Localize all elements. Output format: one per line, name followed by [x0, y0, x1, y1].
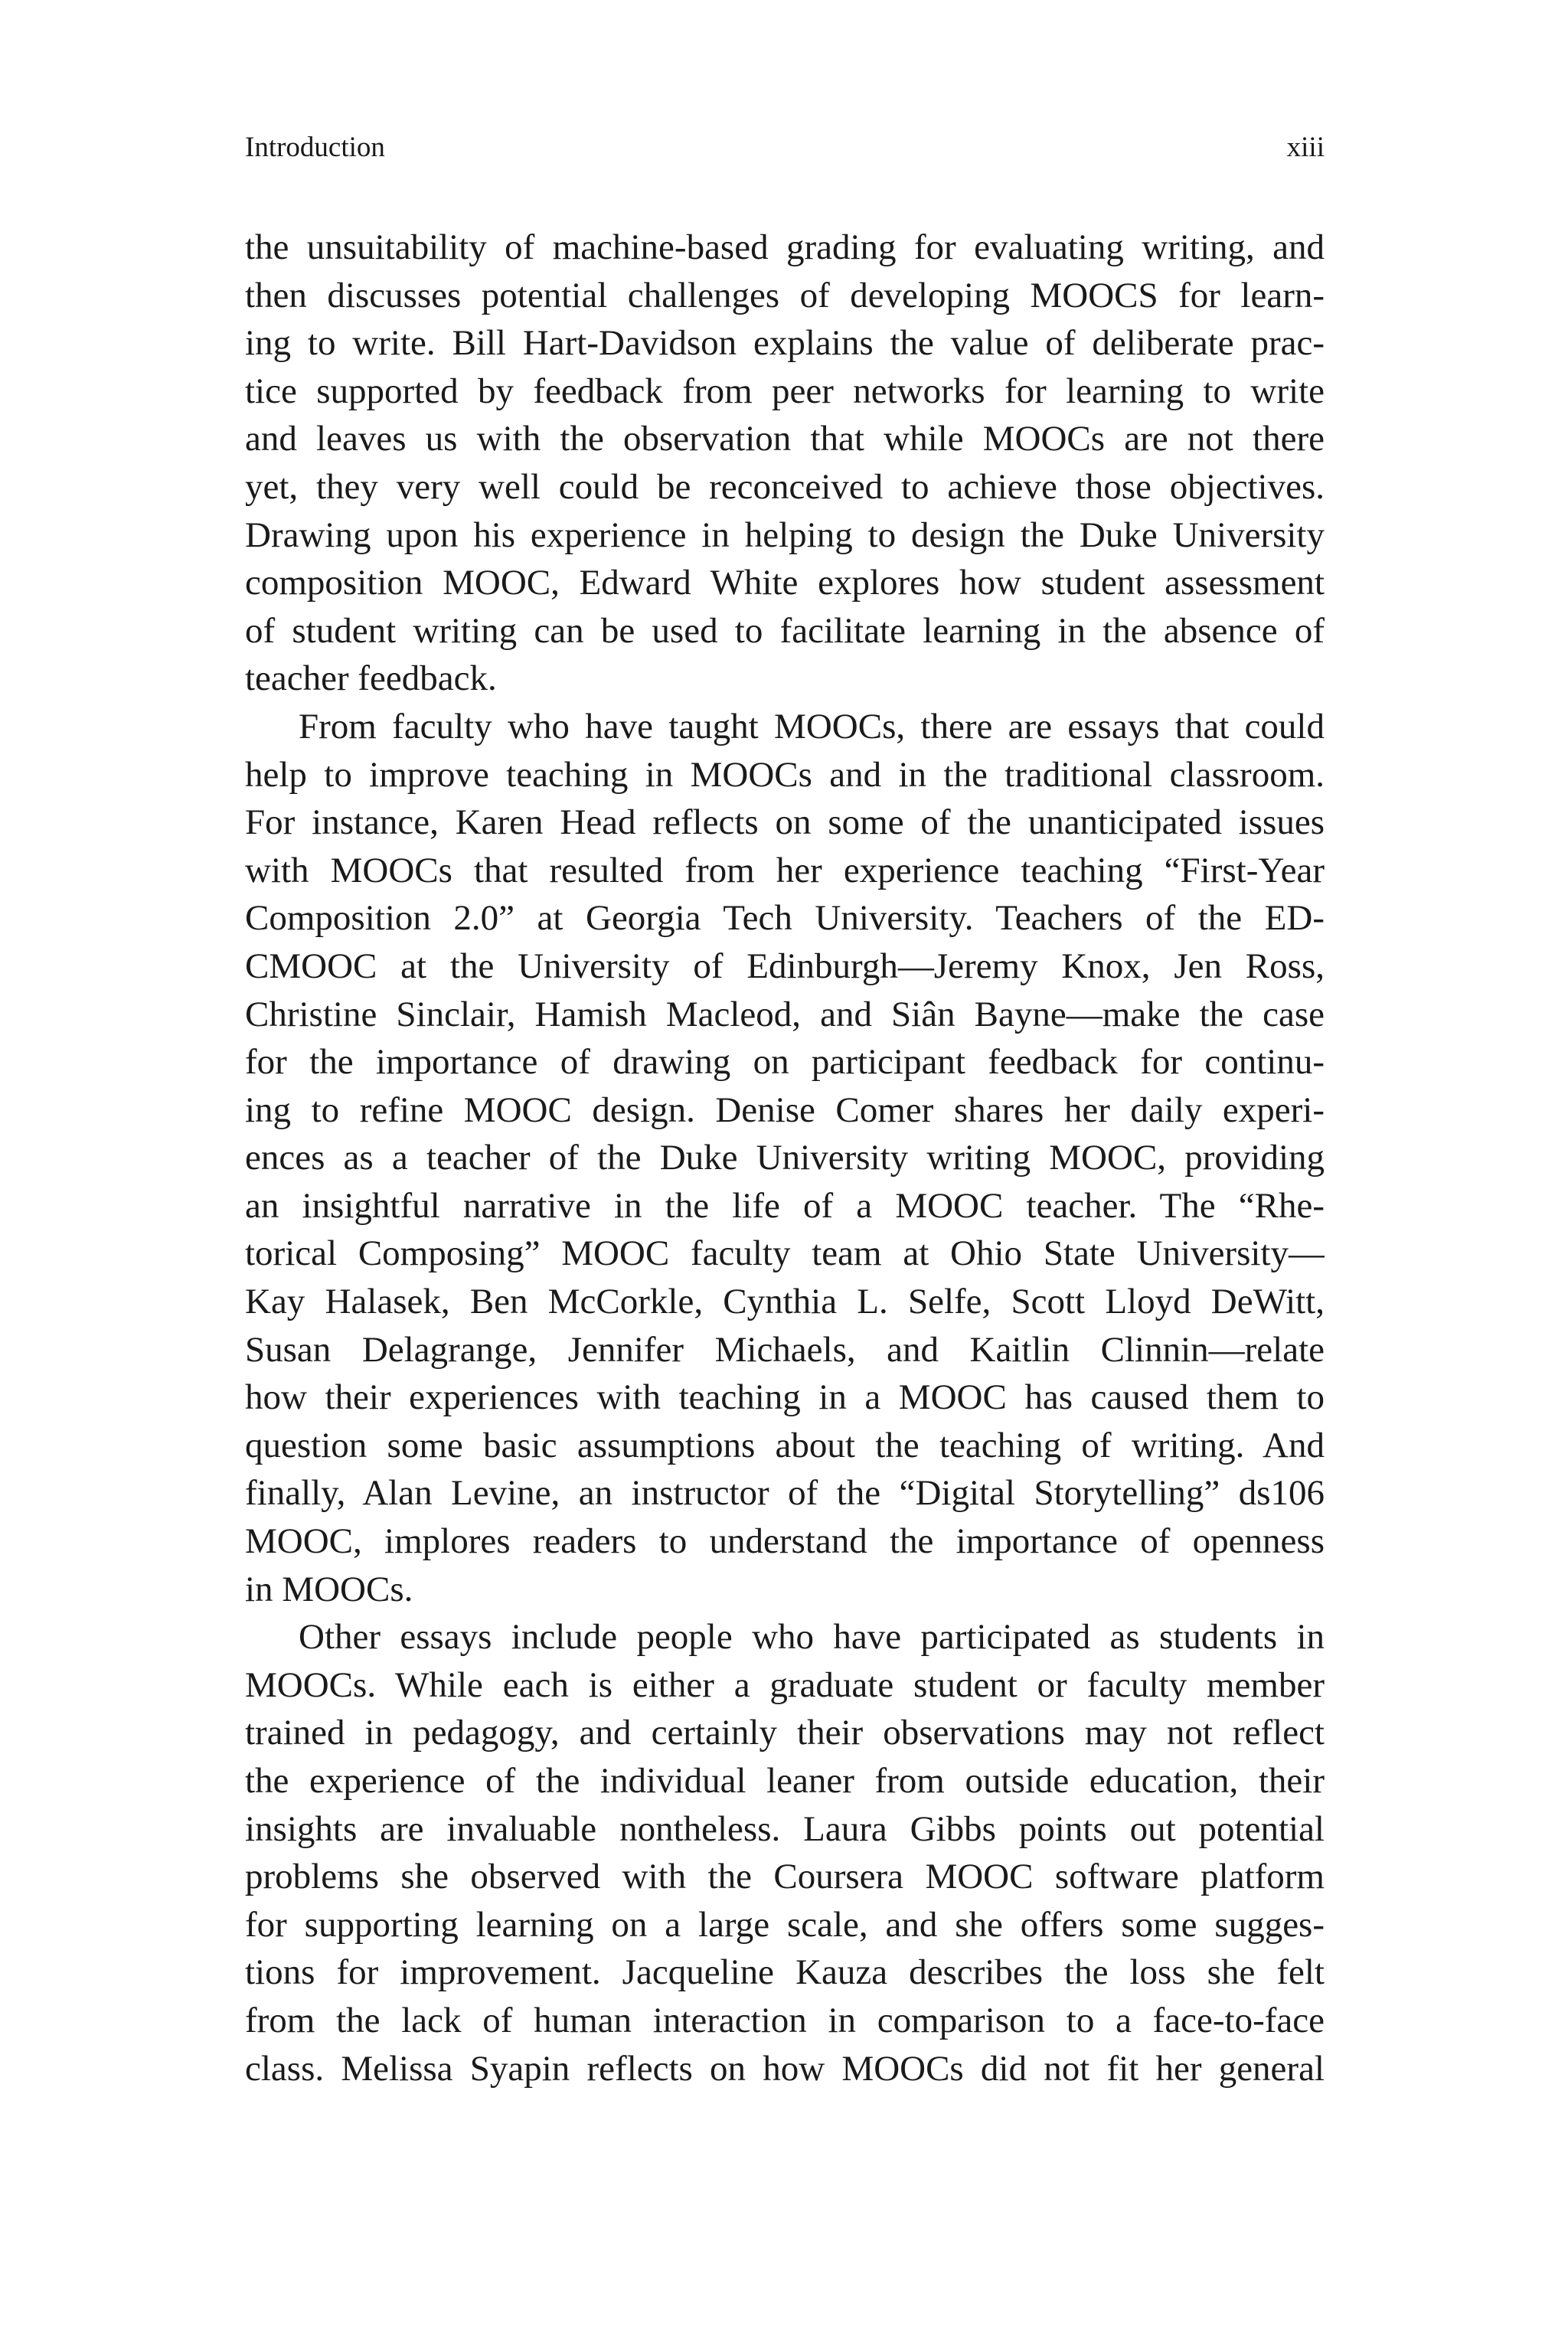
text-line: help to improve teaching in MOOCs and in the traditional classroom. [245, 754, 1325, 795]
text-line: with MOOCs that resulted from her experience teaching “First-Year [245, 850, 1325, 890]
text-line: MOOC, implores readers to understand the importance of openness [245, 1521, 1325, 1562]
text-line: teacher feedback. [245, 658, 497, 699]
text-line: problems she observed with the Coursera MOOC software platform [245, 1857, 1325, 1897]
text-line: and leaves us with the observation that while MOOCs are not there [245, 419, 1325, 459]
text-line: torical Composing” MOOC faculty team at Ohio State University— [245, 1233, 1325, 1274]
text-line: the experience of the individual leaner from outside education, their [245, 1761, 1325, 1801]
text-line: tice supported by feedback from peer networks for learning to write [245, 371, 1325, 411]
text-line: Kay Halasek, Ben McCorkle, Cynthia L. Selfe, Scott Lloyd DeWitt, [245, 1282, 1325, 1322]
running-head-title: Introduction [245, 132, 385, 163]
text-line: an insightful narrative in the life of a MOOC teacher. The “Rhe- [245, 1185, 1325, 1226]
text-line: of student writing can be used to facilitate learning in the absence of [245, 610, 1325, 651]
text-line: Composition 2.0” at Georgia Tech University. Teachers of the ED- [245, 898, 1325, 939]
paragraph [245, 224, 1325, 703]
text-line: CMOOC at the University of Edinburgh—Jeremy Knox, Jen Ross, [245, 946, 1325, 986]
running-head [245, 129, 1325, 167]
text-line: ing to write. Bill Hart-Davidson explains the value of deliberate prac- [245, 323, 1325, 364]
text-line: Christine Sinclair, Hamish Macleod, and Siân Bayne—make the case [245, 994, 1325, 1034]
text-line: MOOCs. While each is either a graduate student or faculty member [245, 1664, 1325, 1705]
text-line: trained in pedagogy, and certainly their observations may not reflect [245, 1713, 1325, 1753]
text-line: for the importance of drawing on participant feedback for continu- [245, 1042, 1325, 1083]
body-text [245, 224, 1325, 2092]
text-line: For instance, Karen Head reflects on some of the unanticipated issues [245, 802, 1325, 843]
text-line: question some basic assumptions about the teaching of writing. And [245, 1425, 1325, 1465]
text-line: for supporting learning on a large scale, and she offers some sugges- [245, 1904, 1325, 1945]
text-line: class. Melissa Syapin reflects on how MOOCs did not fit her general [245, 2048, 1325, 2089]
page-number: xiii [1286, 132, 1325, 163]
text-line: Other essays include people who have participated as students in [299, 1617, 1325, 1658]
text-line: from the lack of human interaction in comparison to a face-to-face [245, 2000, 1325, 2040]
text-line: composition MOOC, Edward White explores how student assessment [245, 563, 1325, 603]
text-line: Drawing upon his experience in helping to design the Duke University [245, 514, 1325, 555]
text-line: insights are invaluable nontheless. Laura Gibbs points out potential [245, 1808, 1325, 1849]
text-line: ences as a teacher of the Duke University writing MOOC, providing [245, 1138, 1325, 1178]
text-line: tions for improvement. Jacqueline Kauza describes the loss she felt [245, 1952, 1325, 1993]
text-line: From faculty who have taught MOOCs, there are essays that could [299, 706, 1325, 746]
text-line: ing to refine MOOC design. Denise Comer shares her daily experi- [245, 1089, 1325, 1130]
text-line: in MOOCs. [245, 1569, 413, 1609]
text-line: finally, Alan Levine, an instructor of the “Digital Storytelling” ds106 [245, 1473, 1325, 1514]
text-line: then discusses potential challenges of developing MOOCS for learn- [245, 275, 1325, 315]
text-line: the unsuitability of machine-based grading for evaluating writing, and [245, 227, 1325, 267]
text-line: how their experiences with teaching in a MOOC has caused them to [245, 1377, 1325, 1418]
text-line: Susan Delagrange, Jennifer Michaels, and Kaitlin Clinnin—relate [245, 1329, 1325, 1370]
paragraph [245, 1613, 1325, 2092]
text-line: yet, they very well could be reconceived to achieve those objectives. [245, 466, 1325, 507]
paragraph [245, 703, 1325, 1613]
